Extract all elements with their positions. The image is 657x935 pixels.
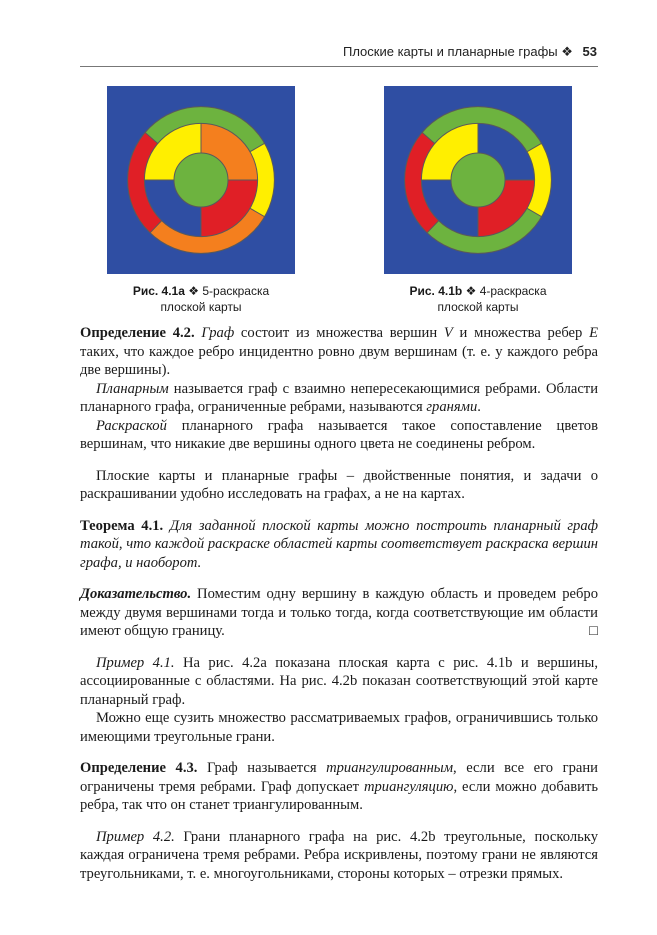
example-text: Грани планарного графа на рис. 4.2b треугольные, поскольку каждая ограничена тремя ребрами. Ребра искривлены, поэтому грани не являются треугольниками, т. е. многоугольниками, стороны которых – отрезки прямых. xyxy=(80,828,598,882)
definition-4-2 xyxy=(80,324,598,380)
text-run: Граф называется xyxy=(197,760,327,776)
page-number: 53 xyxy=(582,44,597,59)
term-triangulated: триангулированным xyxy=(326,760,454,776)
text-run: и множества ребер xyxy=(452,325,590,341)
diamond-icon: ❖ xyxy=(561,44,573,59)
theorem-text: Для заданной плоской карты можно построить планарный граф такой, что каждой раскраске областей карты соответствует раскраска вершин графа, и наоборот. xyxy=(80,517,598,571)
map-5-coloring xyxy=(107,86,295,274)
theorem-4-1 xyxy=(80,517,598,573)
example-label: Пример 4.1. xyxy=(96,654,175,671)
figure-4-1b xyxy=(384,86,572,274)
map-4-coloring xyxy=(384,86,572,274)
term-triangulation: триангуляцию xyxy=(363,778,454,795)
definition-label: Определение 4.3. xyxy=(80,760,198,776)
caption-label: Рис. 4.1a xyxy=(132,284,185,298)
proof xyxy=(80,585,598,641)
coloring-paragraph xyxy=(80,417,598,454)
caption-text-line1: 4-раскраска xyxy=(479,284,547,298)
proof-text: Поместим одну вершину в каждую область и проведем ребро между двумя вершинами тогда и только тогда, когда соответствующие им области имеют общую границу. xyxy=(80,586,598,639)
planar-paragraph xyxy=(80,380,598,417)
text-run: состоит из множества вершин xyxy=(234,325,444,341)
term-planar: Планарным xyxy=(96,380,169,397)
symbol-v: V xyxy=(443,325,453,341)
text-run: . xyxy=(477,399,481,415)
definition-4-3 xyxy=(80,759,598,815)
example-4-1 xyxy=(80,654,598,710)
caption-text-line2: плоской карты xyxy=(160,300,242,314)
caption-label: Рис. 4.1b xyxy=(409,284,463,298)
qed-icon: □ xyxy=(589,623,598,639)
caption-4-1a xyxy=(107,283,295,315)
restrict-paragraph: Можно еще сузить множество рассматриваемых графов, ограничившись только имеющими треугольные грани. xyxy=(80,710,598,745)
example-4-2 xyxy=(80,828,598,884)
text-run: , если можно добавить ребра, так что он станет триангулированным. xyxy=(80,778,598,813)
caption-text-line2: плоской карты xyxy=(437,300,519,314)
text-run: , если все его грани ограничены тремя ребрами. Граф допускает xyxy=(80,760,598,795)
example-text: На рис. 4.2a показана плоская карта с рис. 4.1b и вершины, ассоциированные с областями. На рис. 4.2b показан соответствующий этой карте планарный граф. xyxy=(80,654,598,708)
term-faces: гранями xyxy=(426,399,478,415)
figure-4-1a xyxy=(107,86,295,274)
body-text xyxy=(80,324,598,883)
text-run: планарного графа называется такое сопоставление цветов вершинам, что никакие две вершины одного цвета не соединены ребром. xyxy=(80,417,598,452)
theorem-label: Теорема 4.1. xyxy=(80,517,164,534)
duality-paragraph: Плоские карты и планарные графы – двойственные понятия, и задачи о раскрашивании удобно исследовать на графах, а не на картах. xyxy=(80,467,598,502)
text-run: таких, что каждое ребро инцидентно ровно двум вершинам (т. е. у каждого ребра две вершины). xyxy=(80,343,598,378)
header-rule xyxy=(80,66,598,67)
diamond-icon: ❖ xyxy=(465,284,477,298)
proof-label: Доказательство. xyxy=(80,586,192,602)
symbol-e: E xyxy=(589,325,598,341)
example-label: Пример 4.2. xyxy=(96,828,175,845)
term-graph: Граф xyxy=(201,325,235,341)
term-coloring: Раскраской xyxy=(96,417,167,434)
caption-text-line1: 5-раскраска xyxy=(202,284,270,298)
running-head-title: Плоские карты и планарные графы xyxy=(342,44,558,59)
definition-label: Определение 4.2. xyxy=(80,325,195,341)
text-run: называется граф с взаимно непересекающимися ребрами. Области планарного графа, ограниченные ребрами, называются xyxy=(80,380,598,415)
caption-4-1b xyxy=(384,283,572,315)
diamond-icon: ❖ xyxy=(188,284,200,298)
running-head xyxy=(0,44,597,60)
